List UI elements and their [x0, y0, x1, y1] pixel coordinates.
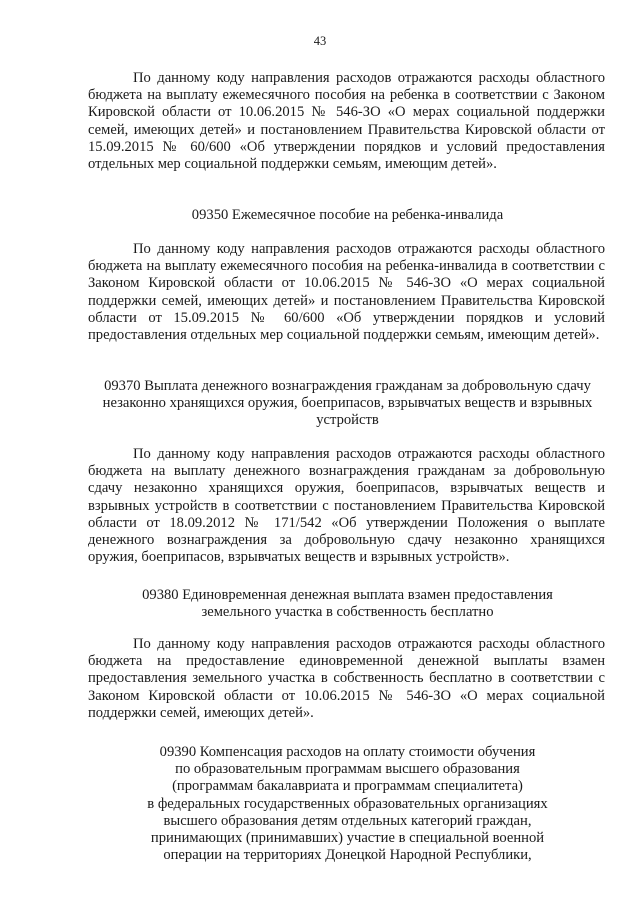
heading-line: 09370 Выплата денежного вознаграждения гражданам за добровольную сдачу [104, 378, 591, 394]
heading-line: в федеральных государственных образовательных организациях [147, 795, 548, 812]
heading-09390 [80, 744, 615, 864]
heading-09350 [80, 207, 615, 224]
page-number: 43 [313, 34, 327, 48]
heading-line: устройств [316, 412, 379, 429]
heading-line: принимающих (принимавших) участие в специальной военной [150, 830, 545, 847]
heading-line: операции на территориях Донецкой Народной Республики, [163, 847, 532, 864]
paragraph-09380: По данному коду направления расходов отражаются расходы областного бюджета на предоставление единовременной денежной выплаты взамен предоставления земельного участка в собственность бесплатно в соответствии с Законом Кировской области от 10.06.2015 № 546-ЗО «О мерах социальной поддержки семей, имеющих детей». [88, 636, 605, 721]
heading-line: земельного участка в собственность бесплатно [201, 604, 494, 621]
heading-09380 [80, 587, 615, 621]
heading-line: высшего образования детям отдельных категорий граждан, [163, 812, 532, 829]
heading-09370 [80, 378, 615, 430]
heading-line: 09380 Единовременная денежная выплата взамен предоставления [142, 587, 553, 603]
paragraph-regional-child-allowance: По данному коду направления расходов отражаются расходы областного бюджета на выплату ежемесячного пособия на ребенка в соответствии с Законом Кировской области от 10.06.2015 № 546-ЗО «О мерах социальной поддержки семей, имеющих детей» и постановлением Правительства Кировской области от 15.09.2015 № 60/600 «Об утверждении порядков и условий предоставления отдельных мер социальной поддержки семьям, имеющим детей». [88, 70, 605, 173]
paragraph-09370: По данному коду направления расходов отражаются расходы областного бюджета на выплату денежного вознаграждения гражданам за добровольную сдачу незаконно хранящихся оружия, боеприпасов, взрывчатых веществ и взрывных устройств в соответствии с постановлением Правительства Кировской области от 18.09.2012 № 171/542 «Об утверждении Положения о выплате денежного вознаграждения за добровольную сдачу незаконно хранящихся оружия, боеприпасов, взрывчатых веществ и взрывных устройств». [88, 446, 605, 566]
heading-line: по образовательным программам высшего образования [175, 761, 520, 778]
heading-line: незаконно хранящихся оружия, боеприпасов, взрывчатых веществ и взрывных [102, 395, 593, 412]
heading-line: 09350 Ежемесячное пособие на ребенка-инвалида [191, 207, 504, 223]
heading-line: (программам бакалавриата и программам специалитета) [172, 778, 523, 795]
paragraph-09350: По данному коду направления расходов отражаются расходы областного бюджета на выплату ежемесячного пособия на ребенка-инвалида в соответствии с Законом Кировской области от 10.06.2015 № 546-ЗО «О мерах социальной поддержки семей, имеющих детей» и постановлением Правительства Кировской области от 15.09.2015 № 60/600 «Об утверждении порядков и условий предоставления отдельных мер социальной поддержки семьям, имеющим детей». [88, 241, 605, 344]
heading-line: 09390 Компенсация расходов на оплату стоимости обучения [159, 744, 536, 760]
